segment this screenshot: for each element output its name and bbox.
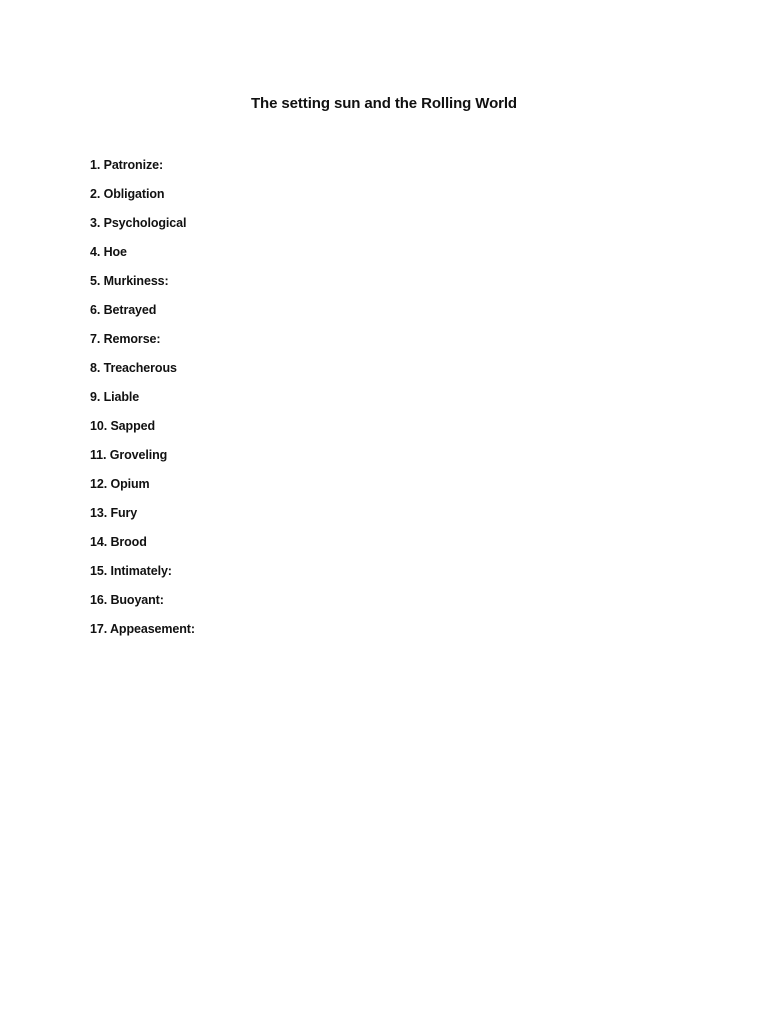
list-item: 2. Obligation xyxy=(90,187,165,201)
list-item: 13. Fury xyxy=(90,506,138,520)
list-item: 16. Buoyant: xyxy=(90,593,164,607)
list-item: 17. Appeasement: xyxy=(90,622,195,636)
list-item: 7. Remorse: xyxy=(90,332,161,346)
list-item: 5. Murkiness: xyxy=(90,274,169,288)
list-item: 10. Sapped xyxy=(90,419,155,433)
list-item: 15. Intimately: xyxy=(90,564,172,578)
list-item: 14. Brood xyxy=(90,535,147,549)
list-item: 6. Betrayed xyxy=(90,303,157,317)
document-title: The setting sun and the Rolling World xyxy=(250,95,517,112)
list-item: 11. Groveling xyxy=(90,448,168,462)
list-item: 9. Liable xyxy=(90,390,140,404)
list-item: 12. Opium xyxy=(90,477,150,491)
list-item: 1. Patronize: xyxy=(90,158,164,172)
list-item: 8. Treacherous xyxy=(90,361,177,375)
vocabulary-list xyxy=(90,156,195,649)
list-item: 3. Psychological xyxy=(90,216,187,230)
list-item: 4. Hoe xyxy=(90,245,127,259)
